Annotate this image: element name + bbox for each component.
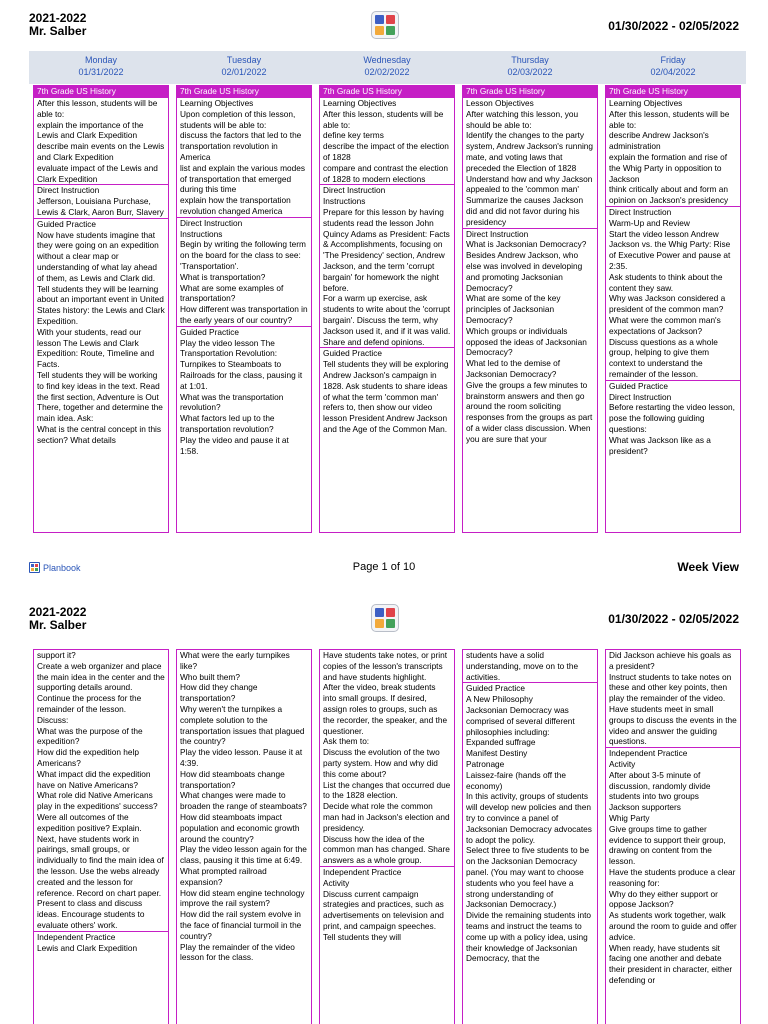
lesson-objectives: Learning Objectives After this lesson, students will be able to: define key terms describe the impact of the election of 1828 compare and contrast the election of 1828 to modern elections: [320, 97, 454, 184]
lesson-objectives: Lesson Objectives After watching this lesson, you should be able to: Identify the changes to the party system, Andrew Jackson's running mate, and voting laws that preceded the Election of 1828 Understand how and why Jackson appealed to the 'common man' Summarize the causes Jackson did and did not favor during his presidency: [463, 97, 597, 228]
logo-square-orange: [375, 619, 384, 628]
lesson-objectives: Learning Objectives After this lesson, students will be able to: describe Andrew Jackson's administration explain the formation and rise of the Whig Party in opposition to Jackson think critically about and form an opinion on Jackson's presidency: [606, 97, 740, 206]
lesson-card-thursday[interactable]: [462, 85, 598, 533]
planbook-logo-icon: [371, 11, 399, 39]
lesson-card-tuesday-cont[interactable]: [176, 649, 312, 1024]
lesson-objectives: After this lesson, students will be able to: explain the importance of the Lewis and Clark Expedition describe main events on the Lewis and Clark Expedition evaluate impact of the Lewis and Clark Expedition: [34, 97, 168, 184]
planbook-logo-icon: [371, 604, 399, 632]
day-date: 02/04/2022: [650, 67, 696, 77]
day-name: Thursday: [511, 55, 549, 65]
page-number: Page 1 of 10: [352, 561, 416, 573]
logo-square-green: [386, 619, 395, 628]
teacher-name: Mr. Salber: [29, 24, 87, 38]
course-label: 7th Grade US History: [606, 86, 740, 97]
guided-practice-section: Guided Practice Tell students they will be exploring Andrew Jackson's campaign in 1828. Ask students to share ideas of what the term 'common man' refers to, then show our video lesson President Andrew Jackson and the Age of the Common Man.: [320, 347, 454, 434]
lesson-card-wednesday[interactable]: [319, 85, 455, 533]
school-year: 2021-2022: [29, 605, 87, 619]
lesson-objectives: Learning Objectives Upon completion of this lesson, students will be able to: discuss the factors that led to the transportation revolution in America list and explain the various modes of transportation that emerged during this time explain how the transportation revolution changed America: [177, 97, 311, 217]
day-date: 02/01/2022: [221, 67, 267, 77]
independent-practice-section: Independent Practice Lewis and Clark Expedition: [34, 931, 168, 954]
day-header-monday[interactable]: [30, 51, 172, 84]
lesson-continuation: What were the early turnpikes like? Who built them? How did they change transportation? Why weren't the turnpikes a complete solution to the transportation issues that plagued the country? Play the video lesson. Pause it at 4:39. How did steamboats change transportation? What changes were made to broaden the range of steamboats? How did steamboats impact population and economic growth around the country? Play the video lesson again for the class, pausing it this time at 6:49. What prompted railroad expansion? How did steam engine technology improve the rail system? How did the rail system evolve in the face of financial turmoil in the country? Play the remainder of the video lesson for the class.: [180, 650, 307, 963]
logo-square-blue: [375, 15, 384, 24]
direct-instruction-section: Direct Instruction Jefferson, Louisiana Purchase, Lewis & Clark, Aaron Burr, Slavery: [34, 184, 168, 217]
lesson-continuation: support it? Create a web organizer and place the main idea in the center and the supporting details around. Continue the process for the remainder of the lesson. Discuss: What was the purpose of the expedition? How did the expedition help Americans? What impact did the expedition have on Native Americans? What role did Native Americans play in the expeditions' success? Were all outcomes of the expedition positive? Explain. Next, have students work in pairings, small groups, or individually to find the main idea of the lesson. Use the webs already created and the lesson for reference. Record on chart paper. Present to class and discuss ideas. Encourage students to evaluate others' work.: [37, 650, 165, 930]
day-date: 02/03/2022: [507, 67, 553, 77]
page1-header-left: [29, 12, 86, 38]
brand-label: Planbook: [43, 562, 81, 573]
lesson-card-wednesday-cont[interactable]: [319, 649, 455, 1024]
day-header-thursday[interactable]: [459, 51, 601, 84]
direct-instruction-section: Direct Instruction What is Jacksonian Democracy? Besides Andrew Jackson, who else was involved in developing and promoting Jacksonian Democracy? What are some of the key principles of Jacksonian Democracy? Which groups or individuals opposed the ideas of Jacksonian Democracy? What led to the demise of Jacksonian Democracy? Give the groups a few minutes to brainstorm answers and then go around the room soliciting responses from the groups as part of a wider class discussion. When you are sure that your: [463, 228, 597, 445]
course-label: 7th Grade US History: [320, 86, 454, 97]
day-name: Wednesday: [363, 55, 411, 65]
logo-square-green: [386, 26, 395, 35]
direct-instruction-section: Direct Instruction Warm-Up and Review Start the video lesson Andrew Jackson vs. the Whig Party: Rise of Executive Power and pause at 2:35. Ask students to think about the content they saw. Why was Jackson considered a president of the common man? What were the common man's expectations of Jackson? Discuss questions as a whole group, helping to give them context to understand the remainder of the lesson.: [606, 206, 740, 380]
view-label: Week View: [677, 560, 739, 574]
day-header-bar: [29, 51, 746, 84]
day-header-friday[interactable]: [602, 51, 744, 84]
guided-practice-section: Guided Practice A New Philosophy Jacksonian Democracy was comprised of several different philosophies including: Expanded suffrage Manifest Destiny Patronage Laissez-faire (hands off the economy) In this activity, groups of students will develop new policies and then try to convince a panel of Jacksonian Democracy advocates to adopt the policy. Select three to five students to be on the Jacksonian Democracy panel. (You may want to choose students who you feel have a strong understanding of Jacksonian Democracy.) Divide the remaining students into teams and instruct the teams to come up with a policy idea, using their knowledge of Jacksonian Democracy, that the: [463, 682, 597, 964]
logo-square-orange: [375, 26, 384, 35]
lesson-continuation: Have students take notes, or print copies of the lesson's transcripts and have students highlight. After the video, break students into small groups. If desired, assign roles to groups, such as the recorder, the speaker, and the questioner. Ask them to: Discuss the evolution of the two party system. How and why did this come about? List the changes that occurred due to the 1828 election. Decide what role the common man had in Jackson's election and presidency. Discuss how the idea of the common man has changed. Share answers as a whole group.: [323, 650, 451, 866]
course-label: 7th Grade US History: [463, 86, 597, 97]
lesson-card-monday[interactable]: [33, 85, 169, 533]
date-range: 01/30/2022 - 02/05/2022: [608, 612, 739, 626]
logo-square-blue: [375, 608, 384, 617]
lesson-card-friday[interactable]: [605, 85, 741, 533]
independent-practice-section: Independent Practice Activity After about 3-5 minute of discussion, randomly divide students into two groups Jackson supporters Whig Party Give groups time to gather evidence to support their group, drawing on content from the lesson. Have the students produce a clear reasoning for: Why do they either support or oppose Jackson? As students work together, walk around the room to guide and offer advice. When ready, have students sit facing one another and debate their president in character, either defending or: [606, 747, 740, 986]
lesson-card-thursday-cont[interactable]: [462, 649, 598, 1024]
day-name: Monday: [84, 55, 118, 65]
day-name: Friday: [660, 55, 686, 65]
day-name: Tuesday: [226, 55, 262, 65]
day-header-tuesday[interactable]: [173, 51, 315, 84]
independent-practice-section: Independent Practice Activity Discuss current campaign strategies and practices, such as advertisements on television and print, and campaign speeches. Tell students they will: [320, 866, 454, 943]
course-label: 7th Grade US History: [34, 86, 168, 97]
logo-square-red: [386, 15, 395, 24]
day-header-wednesday[interactable]: [316, 51, 458, 84]
guided-practice-section: Guided Practice Direct Instruction Before restarting the video lesson, pose the following guiding questions: What was Jackson like as a president?: [606, 380, 740, 457]
lesson-continuation: students have a solid understanding, move on to the activities.: [466, 650, 579, 682]
lesson-card-tuesday[interactable]: [176, 85, 312, 533]
day-date: 01/31/2022: [78, 67, 124, 77]
direct-instruction-section: Direct Instruction Instructions Prepare for this lesson by having students read the lesson John Quincy Adams as President: Facts & Accomplishments, focusing on 'The Presidency' section, Andrew Jackson, and the term 'corrupt bargain' for homework the night before. For a warm up exercise, ask students to write about the 'corrupt bargain'. Discuss the term, why Jackson used it, and if it was valid. Share and defend opinions.: [320, 184, 454, 347]
school-year: 2021-2022: [29, 11, 87, 25]
course-label: 7th Grade US History: [177, 86, 311, 97]
guided-practice-section: Guided Practice Now have students imagine that they were going on an expedition without a clear map or understanding of what lay ahead of them, as Lewis and Clark did. Tell students they will be learning about an important event in United States history: the Lewis and Clark Expedition. With your students, read our lesson The Lewis and Clark Expedition: Route, Timeline and Facts. Tell students they will be working to find key ideas in the text. Read the first section, Adventure is Out There, together and determine the main idea. Ask: What is the central concept in this section? What details: [34, 218, 168, 446]
logo-square-red: [386, 608, 395, 617]
direct-instruction-section: Direct Instruction Instructions Begin by writing the following term on the board for the class to see: 'Transportation'. What is transportation? What are some examples of transportation? How different was transportation in the early years of our country?: [177, 217, 311, 326]
page2-header-left: [29, 606, 86, 632]
day-date: 02/02/2022: [364, 67, 410, 77]
lesson-continuation: Did Jackson achieve his goals as a president? Instruct students to take notes on these and other key points, then play the remainder of the video. Have students meet in small groups to discuss the events in the video and answer the guiding questions.: [609, 650, 737, 747]
lesson-card-monday-cont[interactable]: [33, 649, 169, 1024]
guided-practice-section: Guided Practice Play the video lesson The Transportation Revolution: Turnpikes to Steamboats to Railroads for the class, pausing it at 1:01. What was the transportation revolution? What factors led up to the transportation revolution? Play the video and pause it at 1:58.: [177, 326, 311, 457]
lesson-card-friday-cont[interactable]: [605, 649, 741, 1024]
teacher-name: Mr. Salber: [29, 618, 87, 632]
date-range: 01/30/2022 - 02/05/2022: [608, 19, 739, 33]
